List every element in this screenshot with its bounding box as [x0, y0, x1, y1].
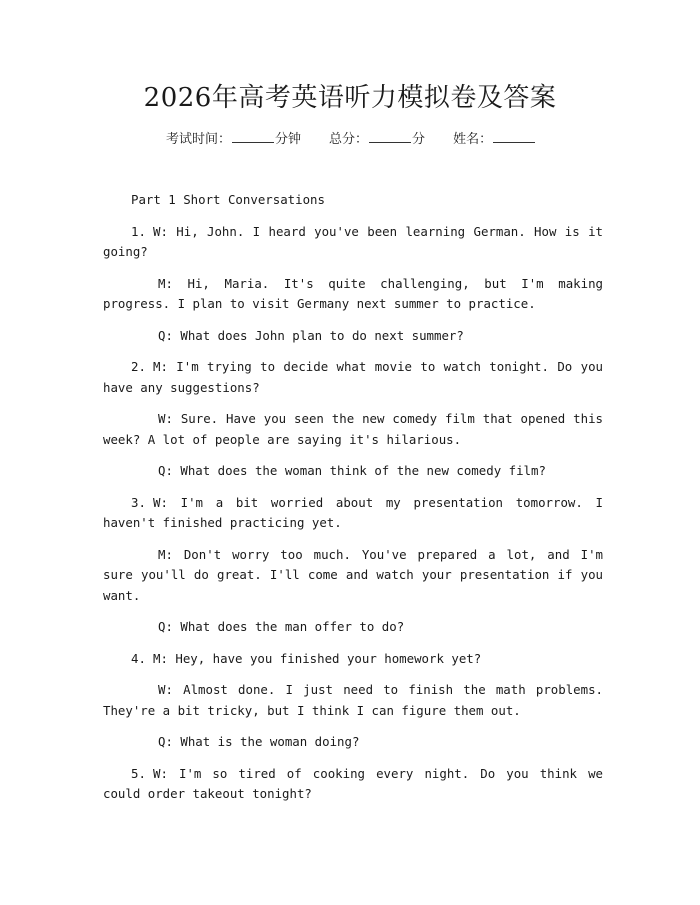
conversation-line: 5. W: I'm so tired of cooking every night. Do you think we could order takeout tonight? — [103, 765, 603, 801]
exam-info-line — [166, 130, 536, 150]
conversation-3 — [103, 493, 603, 638]
conversation-line: M: Hi, Maria. It's quite challenging, but I'm making progress. I plan to visit Germany next summer to practice. — [103, 275, 603, 311]
conversation-line: 3. W: I'm a bit worried about my presentation tomorrow. I haven't finished practicing yet. — [103, 494, 603, 530]
conversation-line: W: Almost done. I just need to finish the math problems. They're a bit tricky, but I think I can figure them out. — [103, 682, 603, 718]
conversation-line: W: Sure. Have you seen the new comedy film that opened this week? A lot of people are saying it's hilarious. — [103, 411, 603, 447]
question-line: Q: What is the woman doing? — [158, 734, 360, 749]
item-number: 2. — [131, 359, 146, 374]
conversation-line: 2. M: I'm trying to decide what movie to watch tonight. Do you have any suggestions? — [103, 359, 603, 395]
question-line: Q: What does the man offer to do? — [158, 619, 405, 634]
name-label: 姓名： — [453, 132, 493, 147]
score-unit: 分 — [412, 132, 426, 147]
name-blank — [493, 131, 535, 143]
page-title: 2026年高考英语听力模拟卷及答案 — [143, 83, 557, 113]
time-blank — [232, 131, 274, 143]
time-label: 考试时间： — [166, 132, 232, 147]
conversation-2 — [103, 357, 603, 482]
conversation-4 — [103, 649, 603, 753]
document-body — [103, 190, 603, 816]
item-number: 5. — [131, 765, 146, 781]
conversation-line: M: Don't worry too much. You've prepared a lot, and I'm sure you'll do great. I'll come and watch your presentation if you want. — [103, 546, 603, 603]
conversation-line: 4. M: Hey, have you finished your homework yet? — [103, 649, 603, 670]
item-number: 3. — [131, 494, 146, 510]
score-blank — [369, 131, 411, 143]
conversation-5 — [103, 764, 603, 805]
question-line: Q: What does John plan to do next summer? — [158, 327, 464, 343]
conversation-line: 1. W: Hi, John. I heard you've been learning German. How is it going? — [103, 223, 603, 259]
item-number: 1. — [131, 223, 146, 239]
score-label: 总分： — [329, 132, 369, 147]
section-heading: Part 1 Short Conversations — [131, 192, 325, 207]
time-unit: 分钟 — [275, 132, 302, 147]
item-number: 4. — [131, 650, 146, 666]
conversation-1 — [103, 222, 603, 347]
question-line: Q: What does the woman think of the new comedy film? — [158, 463, 546, 478]
